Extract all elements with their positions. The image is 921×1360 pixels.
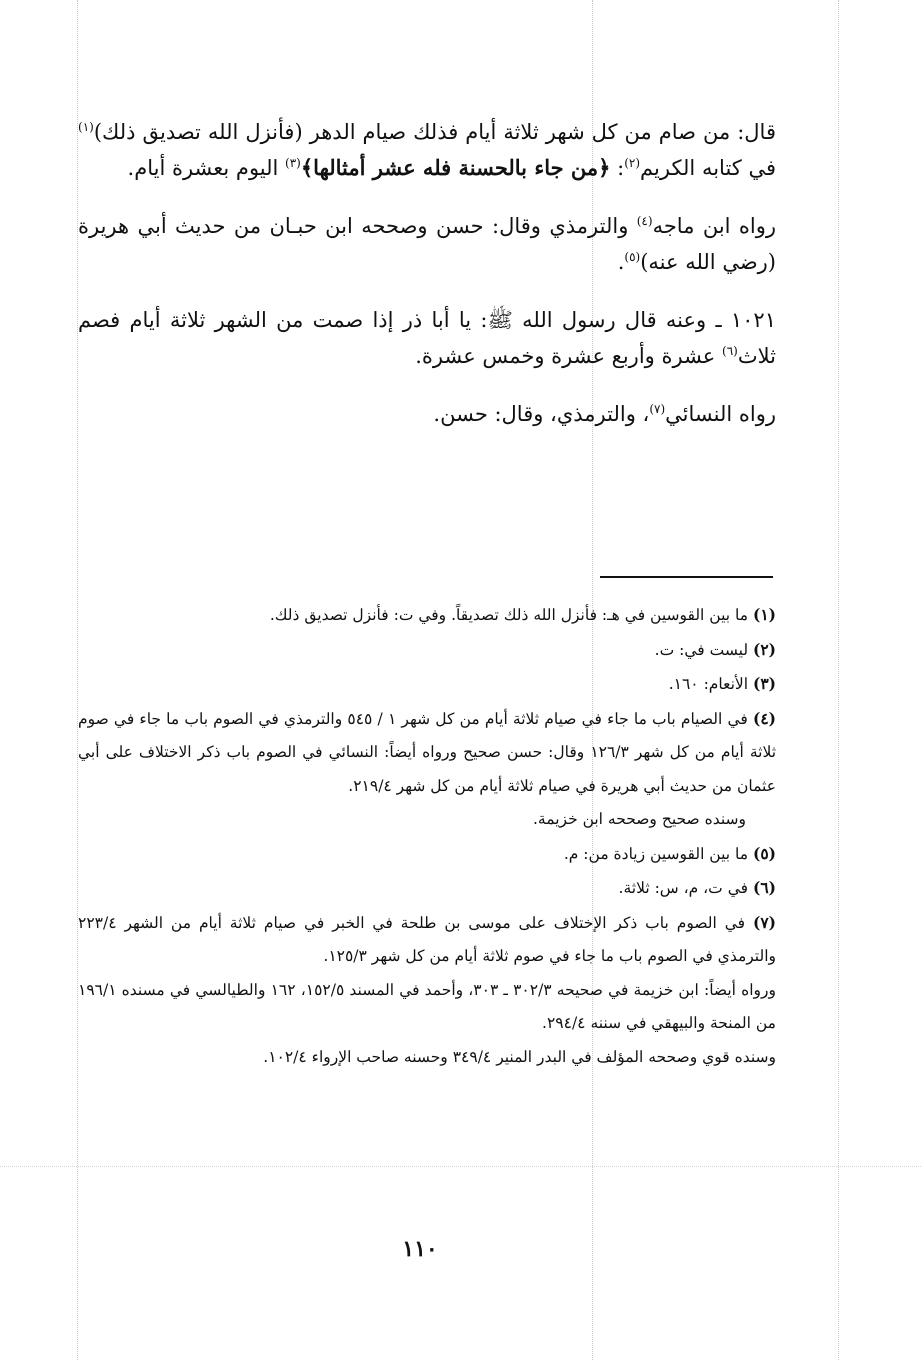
paragraph-4: رواه النسائي$^{(٧)}$، والترمذي، وقال: حسن.: [433, 402, 776, 426]
footnote-continuation: ورواه أيضاً: ابن خزيمة في صحيحه ٣٠٢/٣ ـ ٣٠٣، وأحمد في المسند ١٥٢/٥، ١٦٢ والطيالسي في مسنده ١٩٦/١ من المنحة والبيهقي في سننه ٢٩٤/٤.: [78, 980, 777, 1032]
main-text: [78, 114, 776, 454]
footnote: (٦) في ت، م، س: ثلاثة.: [618, 878, 776, 897]
quran-verse: ﴿من جاء بالحسنة فله عشر أمثالها﴾: [300, 155, 611, 180]
footnote: (٤) في الصيام باب ما جاء في صيام ثلاثة أيام من كل شهر ١ / ٥٤٥ والترمذي في الصوم باب ما جاء في صوم ثلاثة أيام من كل شهر ١٢٦/٣ وقال: حسن صحيح ورواه أيضاً: النسائي في الصوم باب ذكر الاختلاف على أبي عثمان من حديث أبي هريرة في صيام ثلاثة أيام من كل شهر ٢١٩/٤.: [78, 708, 777, 795]
footnote-separator: [600, 576, 773, 578]
hadith-number: ١٠٢١ ـ: [706, 308, 776, 332]
paragraph-3: ١٠٢١ ـ وعنه قال رسول الله ﷺ: يا أبا ذر إذا صمت من الشهر ثلاثة أيام فصم ثلاث$^{(٦)}$ عشرة وأربع عشرة وخمس عشرة.: [78, 308, 776, 368]
footnote: (١) ما بين القوسين في هـ: فأنزل الله ذلك تصديقاً. وفي ت: فأنزل تصديق ذلك.: [269, 605, 776, 624]
footnote: (٥) ما بين القوسين زيادة من: م.: [563, 843, 776, 863]
page-number: ١١٠: [402, 1236, 438, 1262]
scan-guide-line: [0, 1166, 921, 1167]
footnotes: [78, 598, 776, 1074]
footnote-continuation: وسنده صحيح وصححه ابن خزيمة.: [533, 810, 746, 828]
paragraph-2: رواه ابن ماجه$^{(٤)}$ والترمذي وقال: حسن وصححه ابن حبـان من حديث أبي هريرة (رضي الله عنه)$^{(٥)}$.: [78, 214, 776, 274]
footnote-continuation: وسنده قوي وصححه المؤلف في البدر المنير ٣٤٩/٤ وحسنه صاحب الإرواء ١٠٢/٤.: [263, 1047, 776, 1066]
footnote: (٣) الأنعام: ١٦٠.: [668, 674, 776, 693]
footnote: (٧) في الصوم باب ذكر الإختلاف على موسى بن طلحة في الخبر في صيام ثلاثة أيام من الشهر ٢٢٣/٤ والترمذي في الصوم باب ما جاء في صوم ثلاثة أيام من كل شهر ١٢٥/٣.: [78, 912, 776, 965]
footnote: (٢) ليست في: ت.: [654, 639, 776, 659]
paragraph-1: قال: من صام من كل شهر ثلاثة أيام فذلك صيام الدهر (فأنزل الله تصديق ذلك)$^{(١)}$ في كتابه الكريم$^{(٢)}$: ﴿من جاء بالحسنة فله عشر أمثالها﴾$^{(٣)}$ اليوم بعشرة أيام.: [78, 120, 776, 180]
scan-guide-line: [838, 0, 839, 1360]
